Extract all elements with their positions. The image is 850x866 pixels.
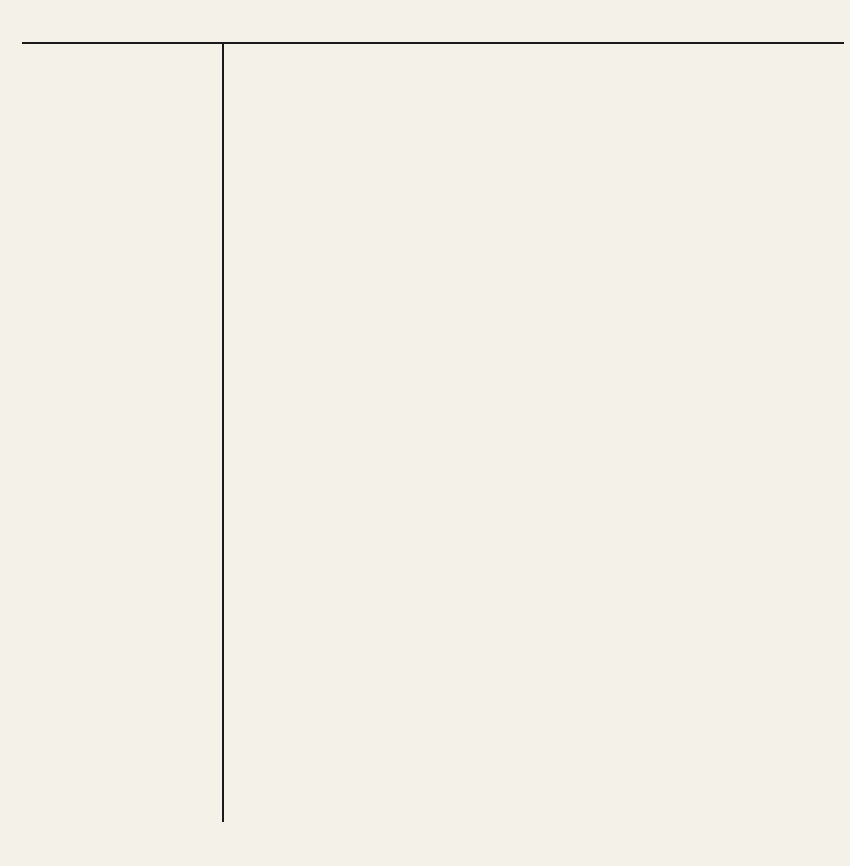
footnote-f — [24, 842, 35, 850]
footnote-a — [24, 815, 254, 825]
frame-left-sep — [222, 42, 224, 822]
frame-top — [22, 42, 844, 44]
